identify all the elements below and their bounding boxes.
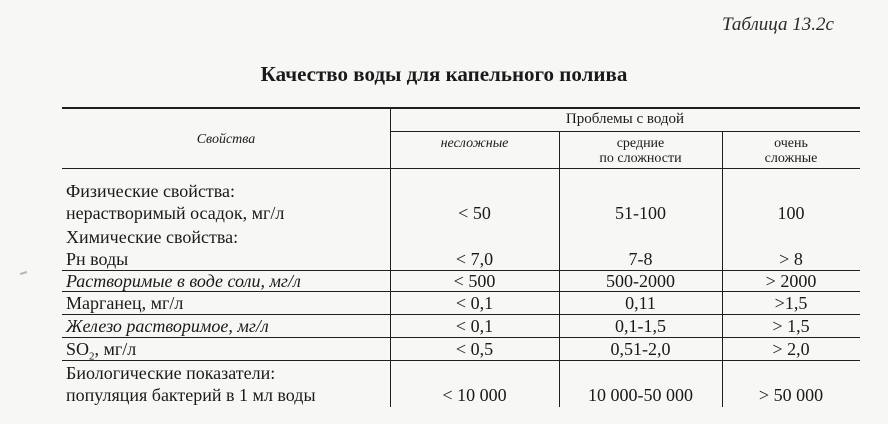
cell-medium: 0,1-1,5 (615, 316, 666, 336)
table-title: Качество воды для капельного полива (260, 62, 628, 86)
row-label: $SO_2$, мг/л (66, 339, 137, 363)
cell-easy: < 50 (458, 203, 491, 223)
header-col-easy: несложные (440, 136, 509, 151)
cell-easy: < 0,5 (455, 339, 494, 359)
header-col-medium: средние по сложности (599, 136, 682, 166)
cell-medium: 500-2000 (606, 271, 675, 291)
cell-easy: < 0,1 (455, 293, 494, 313)
cell-hard: > 2000 (765, 271, 817, 291)
table-top-rule (62, 107, 860, 109)
cell-hard: >1,5 (774, 293, 808, 313)
cell-easy: < 500 (453, 271, 496, 291)
header-problems: Проблемы с водой (565, 111, 685, 127)
cell-medium: 10 000-50 000 (588, 385, 693, 405)
header-bottom-rule (62, 168, 860, 169)
cell-easy: < 10 000 (442, 385, 507, 405)
header-col-hard: очень сложные (764, 136, 818, 166)
cell-hard: > 1,5 (772, 316, 810, 336)
row-label: Химические свойства: Рн воды (66, 227, 239, 269)
scan-speck (20, 271, 27, 275)
row-label: Марганец, мг/л (66, 293, 184, 313)
header-properties: Свойства (196, 132, 256, 147)
cell-medium: 0,11 (625, 293, 656, 313)
cell-medium: 0,51-2,0 (610, 339, 671, 359)
row-rule (62, 360, 860, 361)
cell-medium: 51-100 (615, 203, 666, 223)
cell-hard: > 8 (779, 249, 803, 269)
cell-hard: 100 (777, 203, 805, 223)
cell-hard: > 2,0 (772, 339, 810, 359)
header-subrule (390, 131, 860, 132)
table-caption: Таблица 13.2с (722, 14, 834, 35)
row-label: Биологические показатели: популяция бактерий в 1 мл воды (66, 363, 316, 405)
row-label: Железо растворимое, мг/л (66, 316, 269, 336)
cell-medium: 7-8 (628, 249, 653, 269)
row-label: Физические свойства: нерастворимый осадок, мг/л (66, 181, 285, 223)
cell-easy: < 7,0 (455, 249, 494, 269)
cell-hard: > 50 000 (758, 385, 824, 405)
row-label: Растворимые в воде соли, мг/л (66, 271, 301, 291)
cell-easy: < 0,1 (455, 316, 494, 336)
